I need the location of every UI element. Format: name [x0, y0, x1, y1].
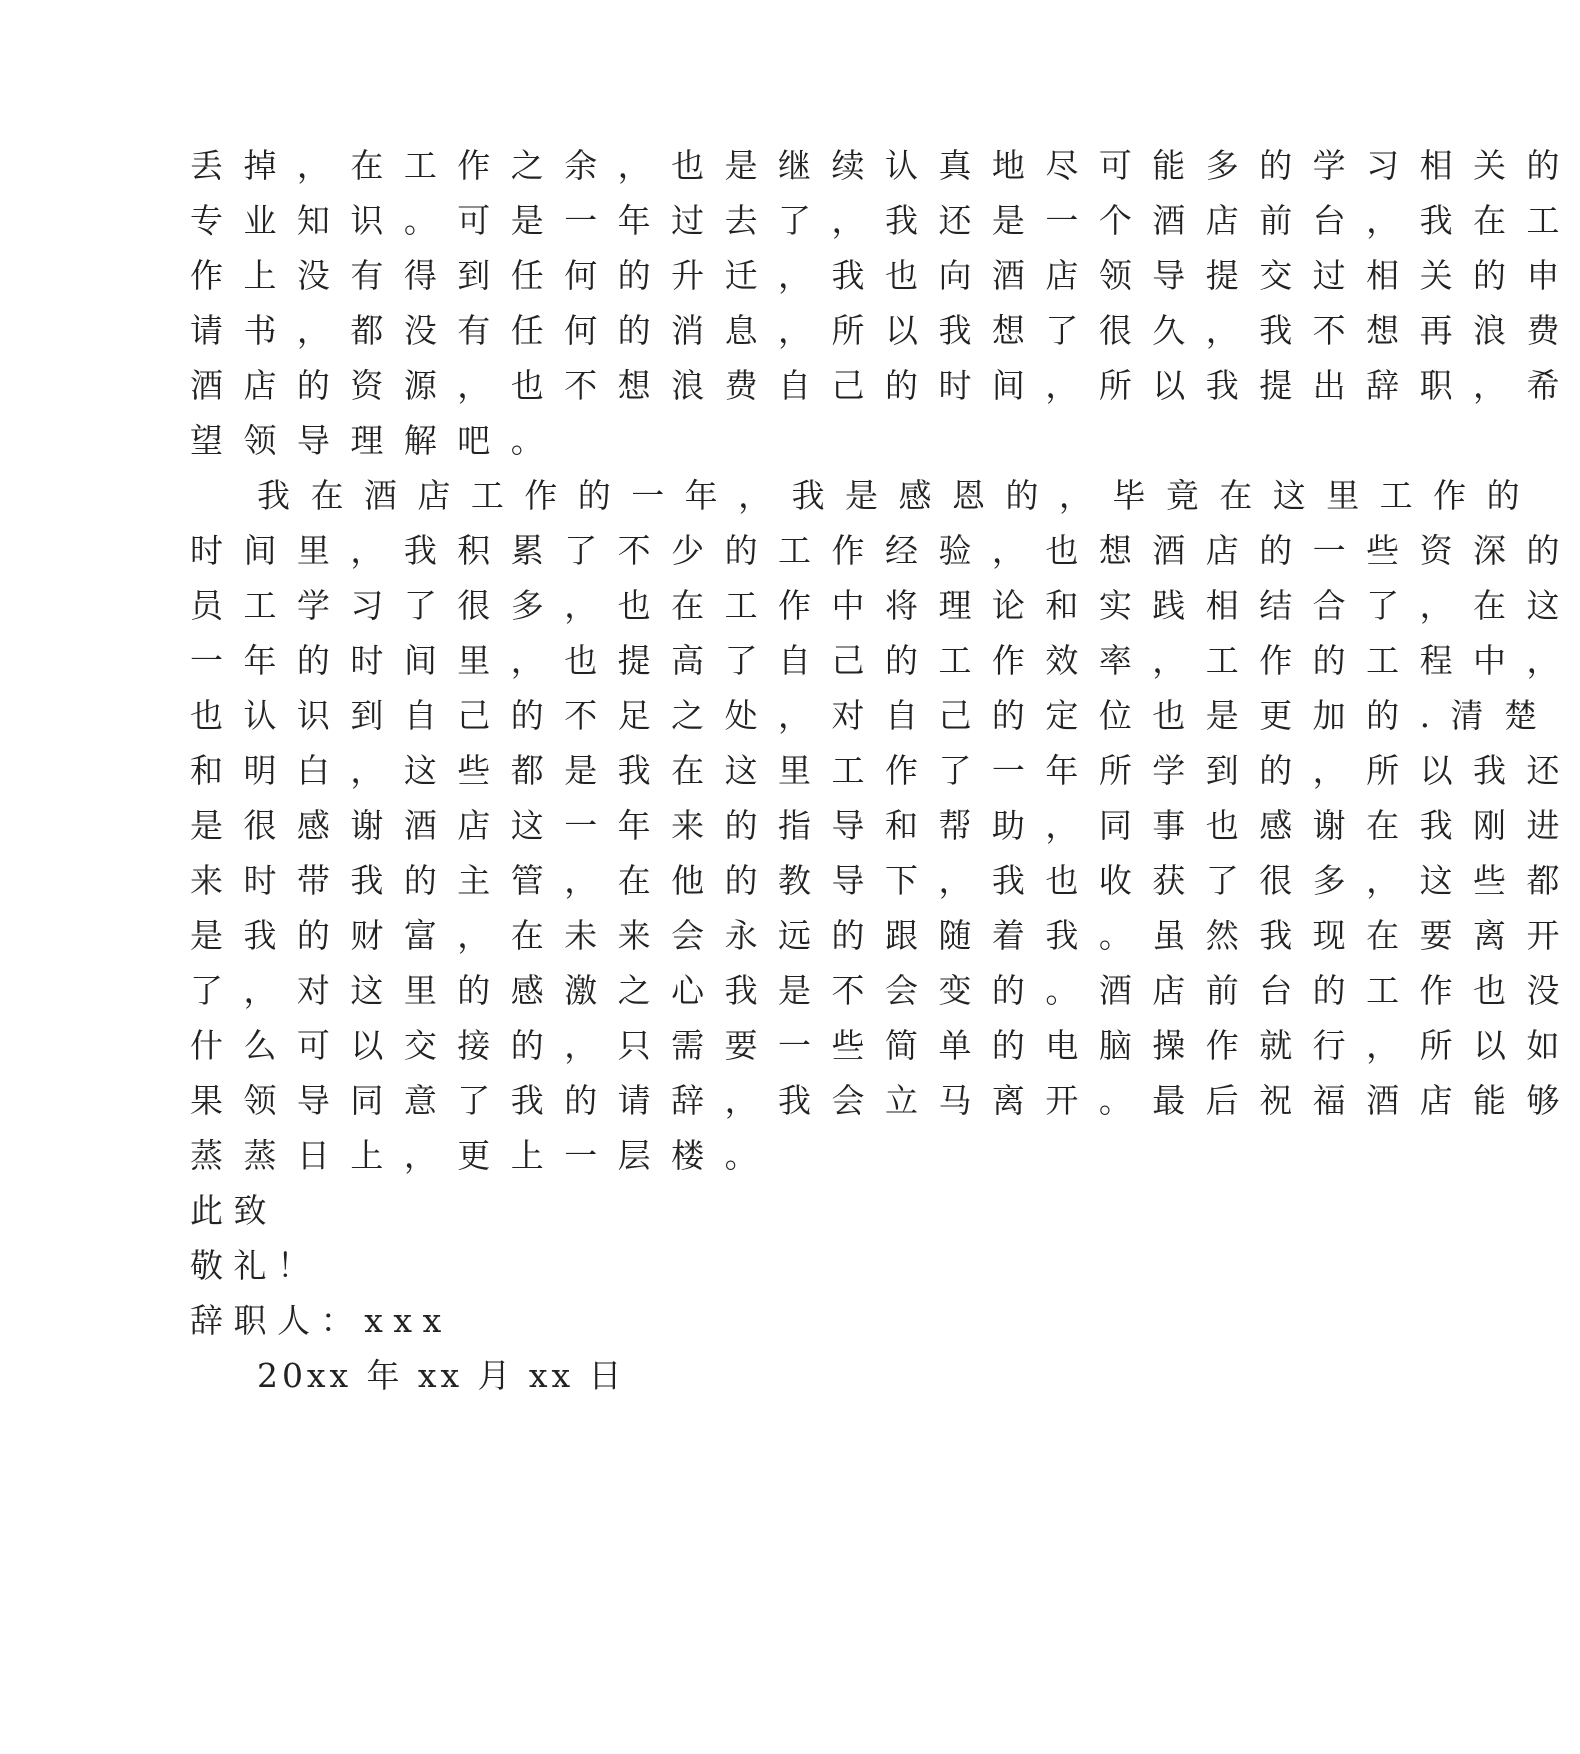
body-line: 了，对这里的感激之心我是不会变的。酒店前台的工作也没 — [190, 971, 1580, 1010]
body-line: 和明白，这些都是我在这里工作了一年所学到的，所以我还 — [190, 751, 1580, 790]
signer-name: 辞职人：xxx — [190, 1301, 452, 1340]
letter-date: 20xx 年 xx 月 xx 日 — [257, 1356, 626, 1395]
body-line: 是我的财富，在未来会永远的跟随着我。虽然我现在要离开 — [190, 916, 1580, 955]
body-line: 望领导理解吧。 — [190, 421, 565, 460]
body-line: 也认识到自己的不足之处，对自己的定位也是更加的.清楚 — [190, 696, 1558, 735]
body-line: 什么可以交接的，只需要一些简单的电脑操作就行，所以如 — [190, 1026, 1580, 1065]
body-line: 请书，都没有任何的消息，所以我想了很久，我不想再浪费 — [190, 311, 1580, 350]
body-line: 专业知识。可是一年过去了，我还是一个酒店前台，我在工 — [190, 201, 1580, 240]
body-line: 酒店的资源，也不想浪费自己的时间，所以我提出辞职，希 — [190, 366, 1580, 405]
body-line: 时间里，我积累了不少的工作经验，也想酒店的一些资深的 — [190, 531, 1580, 570]
salutation-ci-zhi: 此致 — [190, 1191, 278, 1230]
body-line: 是很感谢酒店这一年来的指导和帮助，同事也感谢在我刚进 — [190, 806, 1580, 845]
body-line: 蒸蒸日上，更上一层楼。 — [190, 1136, 779, 1175]
body-line: 一年的时间里，也提高了自己的工作效率，工作的工程中， — [190, 641, 1580, 680]
body-line: 果领导同意了我的请辞，我会立马离开。最后祝福酒店能够 — [190, 1081, 1580, 1120]
paragraph-first-line: 我在酒店工作的一年，我是感恩的，毕竟在这里工作的 — [257, 476, 1541, 515]
salutation-jing-li: 敬礼！ — [190, 1246, 321, 1285]
body-line: 来时带我的主管，在他的教导下，我也收获了很多，这些都 — [190, 861, 1580, 900]
body-line: 作上没有得到任何的升迁，我也向酒店领导提交过相关的申 — [190, 256, 1580, 295]
body-line: 员工学习了很多，也在工作中将理论和实践相结合了，在这 — [190, 586, 1580, 625]
body-line: 丢掉，在工作之余，也是继续认真地尽可能多的学习相关的 — [190, 146, 1580, 185]
